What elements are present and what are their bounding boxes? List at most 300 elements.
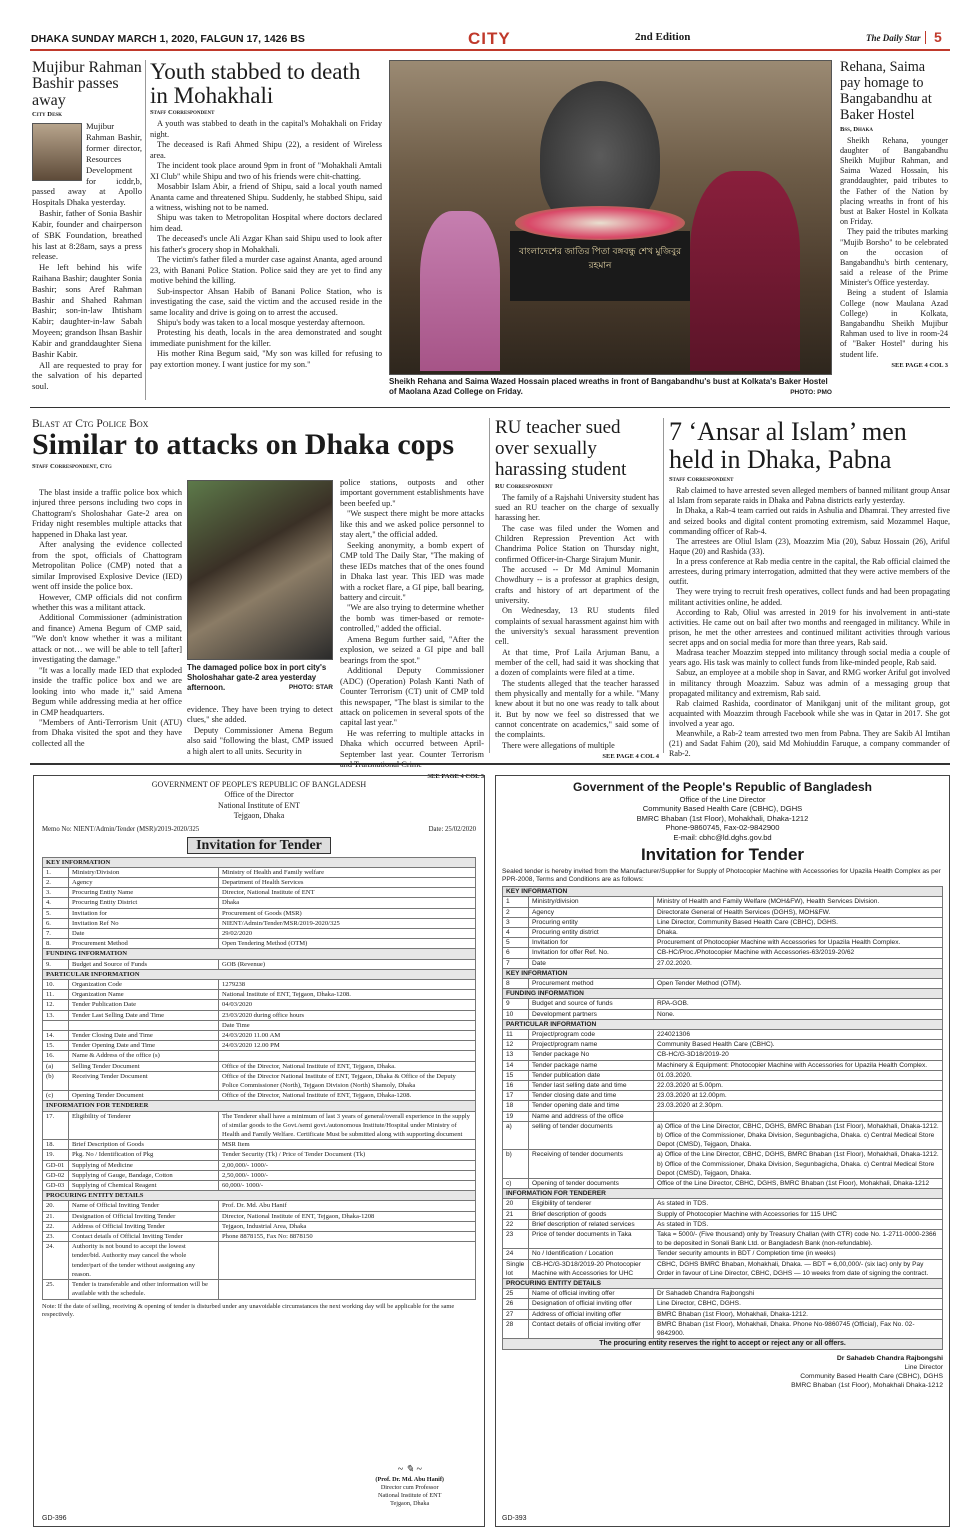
row-label: Ministry/Division bbox=[69, 867, 219, 877]
table-row bbox=[503, 917, 943, 927]
table-row bbox=[43, 1160, 476, 1170]
row-number: 16 bbox=[503, 1081, 529, 1091]
paragraph: Mosabbir Islam Abir, a friend of Shipu, said a local youth named Ananta came and threatened Shipu. Suddenly, he stabbed Shipu, said a witness, wishing not to be named. bbox=[150, 182, 382, 212]
table-row bbox=[503, 958, 943, 968]
cbhc-tender-ad bbox=[495, 775, 950, 1527]
table-row bbox=[43, 1170, 476, 1180]
row-number: 19 bbox=[503, 1111, 529, 1121]
table-row bbox=[43, 1181, 476, 1191]
row-value: Dhaka bbox=[219, 898, 476, 908]
paragraph: All are requested to pray for the salvation of his departed soul. bbox=[32, 359, 142, 392]
row-value: 29/02/2020 bbox=[219, 928, 476, 938]
table-row bbox=[503, 1081, 943, 1091]
section-heading: KEY INFORMATION bbox=[43, 857, 476, 867]
row-number: 4. bbox=[43, 898, 69, 908]
table-row bbox=[503, 1101, 943, 1111]
table-row bbox=[43, 980, 476, 990]
table-row bbox=[43, 1000, 476, 1010]
row-number: Single lot bbox=[503, 1259, 529, 1278]
row-number: 4 bbox=[503, 927, 529, 937]
paragraph: Bashir, father of Sonia Bashir Kabir, founder and chairperson of SBK Foundation, breathed his last at 8:28am, says a press release. bbox=[32, 208, 142, 262]
row-number: 27 bbox=[503, 1309, 529, 1319]
row-number bbox=[43, 1020, 69, 1030]
memo-number: Memo No: NIENT/Admin/Tender (MSR)/2019-2020/325 bbox=[42, 825, 200, 833]
row-label: Agency bbox=[529, 907, 654, 917]
ad-phone: Phone-9860745, Fax-02-9842900 bbox=[665, 823, 780, 833]
paragraph: Deputy Commissioner Amena Begum also said "following the blast, CMP issued a high alert to all units. Security in bbox=[187, 725, 333, 756]
row-number: 25. bbox=[43, 1280, 69, 1299]
section-heading: FUNDING INFORMATION bbox=[43, 949, 476, 959]
row-label: Supplying of Gauge, Bandage, Cotton bbox=[69, 1170, 219, 1180]
table-row bbox=[43, 1010, 476, 1020]
table-row bbox=[43, 928, 476, 938]
row-value: As stated in TDS. bbox=[654, 1199, 943, 1209]
paragraph: police stations, outposts and other important government establishments have been beefed up." bbox=[340, 478, 484, 508]
paragraph: Additional Deputy Commissioner (ADC) (Operation) Polash Kanti Nath of Counter Terrorism (CT) unit of CMP told this newspaper, "The blast is similar to the attack on policemen in several spots of the capital last year." bbox=[340, 666, 484, 728]
ad-government-heading: Government of the People's Republic of Bangladesh bbox=[573, 780, 872, 794]
row-number: 6. bbox=[43, 918, 69, 928]
bust-photo bbox=[389, 60, 832, 375]
row-number: GD-03 bbox=[43, 1181, 69, 1191]
byline: Bss, Dhaka bbox=[840, 125, 874, 133]
paragraph: According to Rab, Oliul was arrested in 2019 for his involvement in anti-state activities. He came out on bail after two months and reengaged in militancy. While in prison, he met the other arrestees and continued militant activities through various secret apps and on social media for more than three years, Rab said. bbox=[669, 607, 950, 648]
row-value: MSR Item bbox=[219, 1140, 476, 1150]
signatory-title: Director cum Professor bbox=[380, 1483, 439, 1491]
row-value: Supply of Photocopier Machine with Accessories for 115 UHC bbox=[654, 1209, 943, 1219]
ad-note: Note: If the date of selling, receiving & opening of tender is disturbed under any unavoidable circumstances the next working day will be applicable for the same respectively. bbox=[42, 1302, 455, 1318]
ad-office: Office of the Director bbox=[224, 790, 294, 800]
row-label bbox=[69, 1020, 219, 1030]
row-value: BMRC Bhaban (1st Floor), Mohakhali, Dhaka. Phone No-9860745 (Official), Fax No. 02-9842900. bbox=[654, 1319, 943, 1338]
paragraph: However, CMP officials did not confirm whether this was a militant attack. bbox=[32, 592, 182, 612]
row-label: Tender last selling date and time bbox=[529, 1081, 654, 1091]
byline: Staff Correspondent, Ctg bbox=[32, 462, 112, 470]
photo-caption: Sheikh Rehana and Saima Wazed Hossain placed wreaths in front of Bangabandhu's bust at Kolkata's Baker Hostel of Maolana Azad College on Friday. bbox=[389, 377, 828, 397]
row-number: 1. bbox=[43, 867, 69, 877]
row-number: 3. bbox=[43, 888, 69, 898]
row-value: Dr Sahadeb Chandra Rajbongshi bbox=[654, 1289, 943, 1299]
table-row bbox=[43, 1091, 476, 1101]
row-value: 23.03.2020 at 2.30pm. bbox=[654, 1101, 943, 1111]
table-row bbox=[503, 1209, 943, 1219]
table-row bbox=[503, 978, 943, 988]
row-number: 21 bbox=[503, 1209, 529, 1219]
paragraph: The case was filed under the Women and Children Repression Prevention Act with Chandrima Police Station on Thursday night, confirmed Officer-in-Charge Sirajum Munir. bbox=[495, 523, 659, 564]
row-number: 11. bbox=[43, 990, 69, 1000]
row-number: 7. bbox=[43, 928, 69, 938]
row-number: 17. bbox=[43, 1111, 69, 1140]
table-row bbox=[503, 1111, 943, 1121]
row-value: 60,000/- 1000/- bbox=[219, 1181, 476, 1191]
cbhc-tender-table bbox=[502, 886, 943, 1339]
row-label: Procuring entity district bbox=[529, 927, 654, 937]
ad-location: Tejgaon, Dhaka bbox=[233, 811, 285, 821]
paragraph: Protesting his death, locals in the area demonstrated and sought immediate punishment for the killer. bbox=[150, 328, 382, 348]
headline: RU teacher sued over sexually harassing student bbox=[495, 417, 627, 480]
row-label: Price of tender documents in Taka bbox=[529, 1230, 654, 1249]
row-number: 17 bbox=[503, 1091, 529, 1101]
row-label: Tender closing date and time bbox=[529, 1091, 654, 1101]
kicker: Blast at Ctg Police Box bbox=[32, 418, 149, 430]
row-number: 18. bbox=[43, 1140, 69, 1150]
row-value: 04/03/2020 bbox=[219, 1000, 476, 1010]
section-heading: PARTICULAR INFORMATION bbox=[503, 1019, 943, 1029]
row-value: 24/03/2020 12.00 PM bbox=[219, 1041, 476, 1051]
row-value: Office of the Director, National Institute of ENT, Tejgaon, Dhaka-1208. bbox=[219, 1091, 476, 1101]
row-value: Procurement of Goods (MSR) bbox=[219, 908, 476, 918]
ad-footer-note: The procuring entity reserves the right to accept or reject any or all offers. bbox=[502, 1339, 943, 1350]
row-value: Department of Health Services bbox=[219, 877, 476, 887]
table-row bbox=[503, 1179, 943, 1189]
rehana-article bbox=[840, 60, 948, 369]
ansar-article bbox=[669, 418, 950, 760]
signatory-office: National Institute of ENT bbox=[377, 1491, 442, 1499]
row-value: Director, National Institute of ENT, Tejgaon, Dhaka-1208 bbox=[219, 1211, 476, 1221]
table-section-row bbox=[43, 969, 476, 979]
table-row bbox=[503, 1289, 943, 1299]
row-value: None. bbox=[654, 1009, 943, 1019]
paragraph: Rab claimed to have arrested seven alleged members of banned militant group Ansar al Islam from separate raids in Dhaka and Pabna districts early yesterday. bbox=[669, 486, 950, 506]
paragraph: Being a student of Islamia College (now Maulana Azad College) in Kolkata, Bangabandhu Sheikh Mujibur Rahman used to live in room-24 of "Baker Hostel" during his student life. bbox=[840, 288, 948, 359]
table-row bbox=[43, 939, 476, 949]
row-number: 14 bbox=[503, 1060, 529, 1070]
paragraph: "Members of Anti-Terrorism Unit (ATU) from Dhaka visited the spot and they have collected all the bbox=[32, 717, 182, 748]
memo-date: Date: 25/02/2020 bbox=[428, 825, 476, 833]
row-value: Line Director, CBHC, DGHS. bbox=[654, 1299, 943, 1309]
police-box-photo bbox=[187, 480, 333, 660]
plaque: বাংলাদেশের জাতির পিতা বঙ্গবন্ধু শেখ মুজিবুর রহমান bbox=[510, 231, 690, 301]
row-number: 8. bbox=[43, 939, 69, 949]
table-row bbox=[43, 1111, 476, 1140]
row-number: GD-01 bbox=[43, 1160, 69, 1170]
row-number: 5 bbox=[503, 938, 529, 948]
paragraph: There were allegations of multiple bbox=[502, 740, 615, 750]
person-right bbox=[690, 171, 800, 371]
ad-department: Community Based Health Care (CBHC), DGHS bbox=[642, 804, 803, 814]
table-row bbox=[43, 1221, 476, 1231]
row-number: 16. bbox=[43, 1051, 69, 1061]
table-section-row bbox=[43, 1101, 476, 1111]
table-row bbox=[43, 1150, 476, 1160]
row-label: Address of Official Inviting Tender bbox=[69, 1221, 219, 1231]
row-number: 24. bbox=[43, 1242, 69, 1280]
paragraph: The accused -- Dr Md Aminul Momanin Chowdhury -- is a professor at graphics design, crafts and history of art department of the university. bbox=[495, 564, 659, 605]
byline: City Desk bbox=[32, 111, 63, 119]
row-value: The Tenderer shall have a minimum of last 3 years of general/overall experience in the supply of similar goods to the Govt./semi govt./autonomous Institute/Hospital under Ministry of Health and Family Welfare. Certificate Must be submitted along with supporting document bbox=[219, 1111, 476, 1140]
table-row bbox=[503, 1009, 943, 1019]
table-row bbox=[503, 938, 943, 948]
row-label: Tender Closing Date and Time bbox=[69, 1031, 219, 1041]
row-value bbox=[654, 1111, 943, 1121]
row-label: Address of official inviting offer bbox=[529, 1309, 654, 1319]
table-row bbox=[503, 1050, 943, 1060]
paragraph: His mother Rina Begum said, "My son was killed for refusing to pay extortion money. I want justice for my son." bbox=[150, 349, 382, 369]
row-label: Designation of Official Inviting Tender bbox=[69, 1211, 219, 1221]
table-row bbox=[503, 927, 943, 937]
table-row bbox=[43, 898, 476, 908]
row-label: Eligibility of Tenderer bbox=[69, 1111, 219, 1140]
headline: Rehana, Saima pay homage to Bangabandhu at Baker Hostel bbox=[840, 59, 932, 123]
row-number: 10. bbox=[43, 980, 69, 990]
table-row bbox=[43, 877, 476, 887]
paragraph: Shipu's body was taken to a local mosque yesterday afternoon. bbox=[157, 317, 365, 327]
row-label: Brief description of related services bbox=[529, 1219, 654, 1229]
person-left bbox=[420, 211, 500, 371]
section-heading: PROCURING ENTITY DETAILS bbox=[503, 1279, 943, 1289]
paragraph: "It was a locally made IED that exploded inside the traffic police box and we are looking into who made it," said Amena Begum while addressing media at her office in CMP headquarters. bbox=[32, 665, 182, 717]
paragraph: Sheikh Rehana, younger daughter of Bangabandhu Sheikh Mujibur Rahman, and Saima Wazed Hossain, his granddaughter, paid tributes to the Father of the Nation by placing wreaths in front of his bust at Baker Hostel in Kolkata on Friday. bbox=[840, 135, 948, 227]
row-number: 25 bbox=[503, 1289, 529, 1299]
row-value bbox=[219, 1242, 476, 1280]
ent-tender-table bbox=[42, 857, 476, 1300]
row-label: Name of official inviting offer bbox=[529, 1289, 654, 1299]
row-label: Development partners bbox=[529, 1009, 654, 1019]
table-row bbox=[503, 1040, 943, 1050]
table-row bbox=[503, 1309, 943, 1319]
row-label: Invitation for offer Ref. No. bbox=[529, 948, 654, 958]
table-row bbox=[503, 999, 943, 1009]
row-label: Tender Opening Date and Time bbox=[69, 1041, 219, 1051]
section-heading: PROCURING ENTITY DETAILS bbox=[43, 1191, 476, 1201]
photo-caption-block bbox=[389, 377, 832, 396]
row-value: Date Time bbox=[219, 1020, 476, 1030]
signatory: (Prof. Dr. Md. Abu Hanif) bbox=[375, 1475, 444, 1483]
row-label: selling of tender documents bbox=[529, 1121, 654, 1150]
row-label: Procuring entity bbox=[529, 917, 654, 927]
column-rule bbox=[489, 418, 490, 753]
row-value: GOB (Revenue) bbox=[219, 959, 476, 969]
paragraph: Meanwhile, a Rab-2 team arrested two men from Pabna. They are Sakib Al Imtihan (21) and Sadat Fahim (20), said Md Mohiuddin Faruque, a company commander of Rab-2. bbox=[669, 729, 950, 759]
row-number: 10 bbox=[503, 1009, 529, 1019]
wreath-flowers bbox=[515, 206, 685, 240]
table-row bbox=[503, 907, 943, 917]
row-value: Machinery & Equipment: Photocopier Machine with Accessories for Upazila Health Complex. bbox=[654, 1060, 943, 1070]
section-rule bbox=[30, 407, 950, 408]
ad-email: E-mail: cbhc@ld.dghs.gov.bd bbox=[673, 832, 772, 842]
paragraph: The arrestees are Oliul Islam (23), Moazzim Mia (20), Sabuz Hossain (26), Ariful Haque (20) and Rashida (33). bbox=[669, 536, 950, 556]
ad-title: Invitation for Tender bbox=[640, 845, 805, 865]
row-label: Tender is transferable and other information will be available with the schedule. bbox=[69, 1280, 219, 1299]
portrait-photo bbox=[32, 123, 82, 181]
section-heading: FUNDING INFORMATION bbox=[503, 989, 943, 999]
paragraph: Seeking anonymity, a bomb expert of CMP told The Daily Star, "The making of these IEDs matches that of the ones found in Dhaka last year. This IED was made with a rocket flare, a GI pipe, ball bearing, battery and circuit." bbox=[340, 540, 484, 602]
row-label: Tender package name bbox=[529, 1060, 654, 1070]
row-label: Organization Name bbox=[69, 990, 219, 1000]
table-row bbox=[503, 1199, 943, 1209]
youth-article bbox=[150, 60, 382, 370]
table-row bbox=[503, 897, 943, 907]
row-number: (b) bbox=[43, 1071, 69, 1090]
table-row bbox=[503, 1319, 943, 1338]
ad-title: Invitation for Tender bbox=[187, 837, 331, 854]
row-label: Brief Description of Goods bbox=[69, 1140, 219, 1150]
row-label: CB-HC/G-3D18/2019-20 Photocopier Machine with Accessories for UHC bbox=[529, 1259, 654, 1278]
ad-code: GD-393 bbox=[502, 1515, 527, 1522]
section-heading: PARTICULAR INFORMATION bbox=[43, 969, 476, 979]
row-value: Phone 8878155, Fax No: 8878150 bbox=[219, 1232, 476, 1242]
paragraph: The blast inside a traffic police box which injured three persons including two cops in Chattogram's Sholoshahar Gate-2 area on Friday night resembles multiple attacks that happened in Dhaka last year. bbox=[32, 488, 182, 539]
row-number: 14. bbox=[43, 1031, 69, 1041]
blast-column-2 bbox=[187, 705, 333, 757]
paragraph: He was referring to multiple attacks in Dhaka which occurred between April-September last year. Counter Terrorism bbox=[340, 728, 484, 759]
table-section-row bbox=[43, 1191, 476, 1201]
blast-column-1 bbox=[32, 488, 182, 749]
ru-article bbox=[495, 418, 659, 760]
table-section-row bbox=[503, 1279, 943, 1289]
row-number: (a) bbox=[43, 1061, 69, 1071]
row-number: a) bbox=[503, 1121, 529, 1150]
row-label: Supplying of Chemical Reagent bbox=[69, 1181, 219, 1191]
ad-government-heading: GOVERNMENT OF PEOPLE'S REPUBLIC OF BANGLADESH bbox=[151, 780, 367, 789]
table-row bbox=[503, 1150, 943, 1179]
row-label: Contact details of official inviting offer bbox=[529, 1319, 654, 1338]
row-label: Project/program code bbox=[529, 1029, 654, 1039]
row-number: 26 bbox=[503, 1299, 529, 1309]
row-value: Community Based Health Care (CBHC). bbox=[654, 1040, 943, 1050]
row-number: 6 bbox=[503, 948, 529, 958]
section-heading: INFORMATION FOR TENDERER bbox=[503, 1189, 943, 1199]
police-box-caption-block bbox=[187, 663, 333, 691]
photo-caption: The damaged police box in port city's Sholoshahar gate-2 area yesterday afternoon. bbox=[187, 663, 327, 693]
table-row bbox=[503, 948, 943, 958]
signatory-location: Tejgaon, Dhaka bbox=[390, 1499, 430, 1507]
row-number: 9 bbox=[503, 999, 529, 1009]
column-rule bbox=[145, 60, 146, 400]
row-number: 8 bbox=[503, 978, 529, 988]
row-value: Ministry of Health and Family Welfare (MOH&FW), Health Services Division. bbox=[654, 897, 943, 907]
paragraph: "We are also trying to determine whether the bomb was timer-based or remote-controlled," added the official. bbox=[340, 603, 484, 634]
row-value: NIENT/Admin/Tender/MSR/2019-2020/325 bbox=[219, 918, 476, 928]
row-number: 28 bbox=[503, 1319, 529, 1338]
row-value: Taka = 5000/- (Five thousand) only by Treasury Challan (with CTR) code No. 1-2711-0000-2366 to be deposited in Sonali Bank Ltd. or Bangladesh Bank (non-refundable). bbox=[654, 1230, 943, 1249]
table-row bbox=[503, 1230, 943, 1249]
paragraph: At that time, Prof Laila Arjuman Banu, a member of the cell, had said it was shocking that a dozen of complaints were filed at a time. bbox=[495, 647, 659, 678]
row-label: No / Identification / Location bbox=[529, 1249, 654, 1259]
row-number: 19. bbox=[43, 1150, 69, 1160]
paragraph: In Dhaka, a Rab-4 team carried out raids in Ashulia and Dhamrai. They arrested five and seized books and digital content promoting extremism, said Mozammel Haque, commanding officer of Rab-4. bbox=[669, 506, 950, 536]
row-number: 2 bbox=[503, 907, 529, 917]
row-value: National Institute of ENT, Tejgaon, Dhaka-1208. bbox=[219, 990, 476, 1000]
photo-credit: PHOTO: STAR bbox=[288, 684, 333, 692]
row-label: Name and address of the office bbox=[529, 1111, 654, 1121]
row-number: 2. bbox=[43, 877, 69, 887]
page-number-divider bbox=[925, 31, 926, 44]
paragraph: In a press conference at Rab media centre in the capital, the Rab official claimed the arrestees, during primary interrogation, admitted that they were active members of the outfit. bbox=[669, 557, 950, 587]
paragraph: Amena Begum further said, "After the explosion, we seized a GI pipe and ball bearings from the spot." bbox=[340, 634, 484, 665]
row-label: Contact details of Official Inviting Tender bbox=[69, 1232, 219, 1242]
row-label: Name of Official Inviting Tender bbox=[69, 1201, 219, 1211]
signatory-title: Line Director bbox=[904, 1364, 943, 1372]
row-value: Line Director, Community Based Health Care (CBHC), DGHS. bbox=[654, 917, 943, 927]
section-heading: KEY INFORMATION bbox=[503, 968, 943, 978]
row-label: Date bbox=[529, 958, 654, 968]
row-label: Project/program name bbox=[529, 1040, 654, 1050]
table-row bbox=[503, 1121, 943, 1150]
table-row bbox=[43, 990, 476, 1000]
row-value: a) Office of the Line Director, CBHC, DGHS, BMRC Bhaban (1st Floor), Mohakhali, Dhaka-1212. b) Office of the Commissioner, Dhaka Division, Segunbagicha, Dhaka. c) Central Medical Store Depot (CMSD), Tejgaon, Dhaka. bbox=[654, 1121, 943, 1150]
row-number: 13. bbox=[43, 1010, 69, 1020]
row-label: Invitation for bbox=[69, 908, 219, 918]
paragraph: Shipu was taken to Metropolitan Hospital where doctors declared him dead. bbox=[150, 213, 382, 233]
signatory-address: BMRC Bhaban (1st Floor), Mohakhali Dhaka-1212 bbox=[791, 1381, 943, 1389]
signatory-office: Community Based Health Care (CBHC), DGHS bbox=[800, 1372, 943, 1380]
row-value: As stated in TDS. bbox=[654, 1219, 943, 1229]
row-label: Pkg. No / Identification of Pkg bbox=[69, 1150, 219, 1160]
row-number: 12 bbox=[503, 1040, 529, 1050]
table-row bbox=[43, 1041, 476, 1051]
paragraph: On Wednesday, 13 RU students filed complaints of sexual harassment against him with the university's sexual harassment prevention cell. bbox=[495, 606, 659, 647]
row-number: 12. bbox=[43, 1000, 69, 1010]
row-value: 22.03.2020 at 5.00pm. bbox=[654, 1081, 943, 1091]
row-number: 22 bbox=[503, 1219, 529, 1229]
row-value: Open Tender Method (OTM). bbox=[654, 978, 943, 988]
dateline: DHAKA SUNDAY MARCH 1, 2020, FALGUN 17, 1426 BS bbox=[31, 33, 305, 45]
row-value: 01.03.2020. bbox=[654, 1070, 943, 1080]
ad-intro: Sealed tender is hereby invited from the Manufacturer/Supplier for Supply of Photocopier Machine with Accessories for Upazila Health Complex as per PPR-2008, Terms and Conditions are as follows: bbox=[502, 867, 941, 883]
blast-column-3 bbox=[340, 478, 484, 781]
byline: Staff Correspondent bbox=[150, 109, 215, 117]
paragraph: evidence. They have been trying to detect clues," she added. bbox=[187, 705, 333, 725]
table-row bbox=[43, 867, 476, 877]
row-value: 23/03/2020 during office hours bbox=[219, 1010, 476, 1020]
row-value: Procurement of Photocopier Machine with Accessories for Upazila Health Complex. bbox=[654, 938, 943, 948]
table-section-row bbox=[43, 857, 476, 867]
photo-credit: PHOTO: PMO bbox=[790, 388, 832, 396]
table-row bbox=[503, 1299, 943, 1309]
paragraph: Sabuz, an employee at a mobile shop in Savar, and RMG worker Ariful got involved in militancy through Moazzim. Sabuz was admin of a messaging group that propagated militancy and extremism, Rab said. bbox=[669, 668, 950, 698]
lead-paragraph: Mujibur Rahman Bashir, former director, Resources Development for icddr,b, passed away at Apollo Hospitals Dhaka yesterday. bbox=[32, 121, 142, 208]
paragraph: The family of a Rajshahi University student has sued an RU teacher on the charge of sexually harassing her. bbox=[495, 492, 659, 523]
byline: Staff Correspondent bbox=[669, 476, 734, 484]
row-value: Office of the Director National Institute of ENT, Tejgaon, Dhaka & Office of the Deputy Police Commissioner (North), Tejgaon Division (North) Shamoly, Dhaka bbox=[219, 1071, 476, 1090]
ad-address: BMRC Bhaban (1st Floor), Mohakhali, Dhaka-1212 bbox=[636, 813, 809, 823]
row-value: Ministry of Health and Family welfare bbox=[219, 867, 476, 877]
row-number: 24 bbox=[503, 1249, 529, 1259]
row-value bbox=[219, 1051, 476, 1061]
table-section-row bbox=[503, 887, 943, 897]
table-row bbox=[43, 1140, 476, 1150]
row-label: Organization Code bbox=[69, 980, 219, 990]
table-row bbox=[43, 1031, 476, 1041]
row-number: 23. bbox=[43, 1232, 69, 1242]
row-label: Procurement Method bbox=[69, 939, 219, 949]
paragraph: Rab claimed Rashida, coordinator of Manikganj unit of the militant group, got acquainted with Moazzim through Facebook while she was in Qatar in 2017. She got involved a year ago. bbox=[669, 698, 950, 729]
jump-line: SEE PAGE 4 COL 3 bbox=[891, 361, 948, 369]
row-label: Tender publication date bbox=[529, 1070, 654, 1080]
row-label: Tender opening date and time bbox=[529, 1101, 654, 1111]
paragraph: A youth was stabbed to death in the capital's Mohakhali on Friday night. bbox=[150, 119, 382, 139]
row-number: b) bbox=[503, 1150, 529, 1179]
blast-article bbox=[32, 418, 484, 473]
table-row bbox=[43, 1020, 476, 1030]
table-row bbox=[43, 1061, 476, 1071]
row-value: 27.02.2020. bbox=[654, 958, 943, 968]
table-row bbox=[503, 1249, 943, 1259]
byline: RU Correspondent bbox=[495, 482, 553, 490]
page-number: 5 bbox=[934, 29, 942, 45]
table-row bbox=[503, 1259, 943, 1278]
row-number: c) bbox=[503, 1179, 529, 1189]
row-number: 23 bbox=[503, 1230, 529, 1249]
row-value: 224021306 bbox=[654, 1029, 943, 1039]
edition: 2nd Edition bbox=[635, 31, 691, 43]
table-row bbox=[503, 1060, 943, 1070]
row-number: 20. bbox=[43, 1201, 69, 1211]
row-number: 18 bbox=[503, 1101, 529, 1111]
table-row bbox=[43, 1211, 476, 1221]
row-number: 15. bbox=[43, 1041, 69, 1051]
row-value: CB-HC/Proc./Photocopier Machine with Accessories-63/2019-20/62 bbox=[654, 948, 943, 958]
